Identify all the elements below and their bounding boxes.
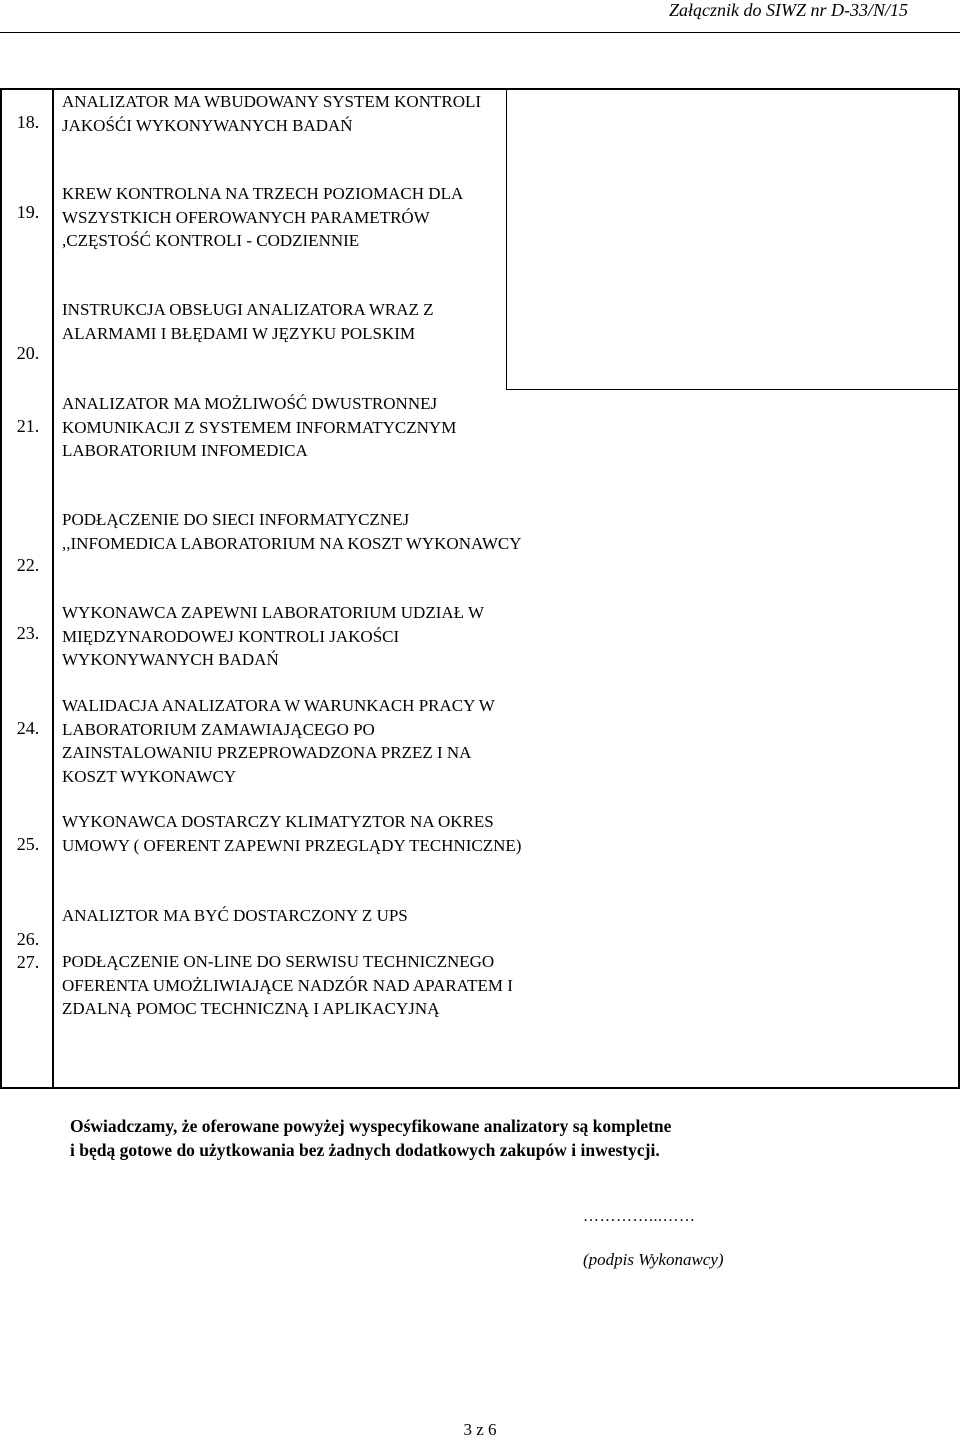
signature-label: (podpis Wykonawcy) — [583, 1250, 724, 1269]
page-number: 3 z 6 — [463, 1420, 497, 1439]
row-description: PODŁĄCZENIE ON-LINE DO SERWISU TECHNICZNEGO OFERENTA UMOŻLIWIAJĄCE NADZÓR NAD APARATEM I ZDALNĄ POMOC TECHNICZNĄ I APLIKACYJNĄ — [62, 952, 513, 1018]
row-description: ANALIZATOR MA MOŻLIWOŚĆ DWUSTRONNEJ KOMUNIKACJI Z SYSTEMEM INFORMATYCZNYM LABORATORIUM INFOMEDICA — [62, 394, 457, 460]
document-header: Załącznik do SIWZ nr D-33/N/15 — [668, 0, 908, 20]
table-left-border — [0, 88, 2, 1088]
table-bottom-rule — [0, 1087, 960, 1089]
declaration-statement — [70, 1114, 910, 1162]
signature-line: …………...…… — [583, 1208, 696, 1225]
row-description: INSTRUKCJA OBSŁUGI ANALIZATORA WRAZ Z ALARMAMI I BŁĘDAMI W JĘZYKU POLSKIM — [62, 300, 434, 343]
table-right-border — [958, 88, 960, 1088]
row-number: 27. — [16, 952, 40, 972]
declaration-line-1: Oświadczamy, że oferowane powyżej wyspecyfikowane analizatory są kompletne — [70, 1116, 672, 1136]
row-description: WYKONAWCA DOSTARCZY KLIMATYZTOR NA OKRES UMOWY ( OFERENT ZAPEWNI PRZEGLĄDY TECHNICZNE) — [62, 812, 522, 855]
row-number: 22. — [16, 555, 40, 575]
table-col-divider — [52, 88, 54, 1088]
row-description: PODŁĄCZENIE DO SIECI INFORMATYCZNEJ ,,INFOMEDICA LABORATORIUM NA KOSZT WYKONAWCY — [62, 510, 522, 553]
row-number: 19. — [16, 202, 40, 222]
row-description: WALIDACJA ANALIZATORA W WARUNKACH PRACY W LABORATORIUM ZAMAWIAJĄCEGO PO ZAINSTALOWANIU PRZEPROWADZONA PRZEZ I NA KOSZT WYKONAWCY — [62, 696, 495, 786]
header-rule — [0, 32, 960, 33]
declaration-line-2: i będą gotowe do użytkowania bez żadnych dodatkowych zakupów i inwestycji. — [70, 1140, 660, 1160]
row-number: 23. — [16, 623, 40, 643]
row-number: 21. — [16, 416, 40, 436]
row-number: 25. — [16, 834, 40, 854]
row-description: ANALIZATOR MA WBUDOWANY SYSTEM KONTROLI JAKOŚĆI WYKONYWANYCH BADAŃ — [62, 92, 482, 135]
row-number: 18. — [16, 112, 40, 132]
row-number: 20. — [16, 343, 40, 363]
answer-box — [506, 88, 958, 390]
row-number: 24. — [16, 718, 40, 738]
row-description: KREW KONTROLNA NA TRZECH POZIOMACH DLA WSZYSTKICH OFEROWANYCH PARAMETRÓW ,CZĘSTOŚĆ KONTROLI - CODZIENNIE — [62, 184, 463, 250]
row-number: 26. — [16, 929, 40, 949]
row-description: WYKONAWCA ZAPEWNI LABORATORIUM UDZIAŁ W MIĘDZYNARODOWEJ KONTROLI JAKOŚCI WYKONYWANYCH BADAŃ — [62, 603, 484, 669]
row-description: ANALIZTOR MA BYĆ DOSTARCZONY Z UPS — [62, 906, 408, 925]
